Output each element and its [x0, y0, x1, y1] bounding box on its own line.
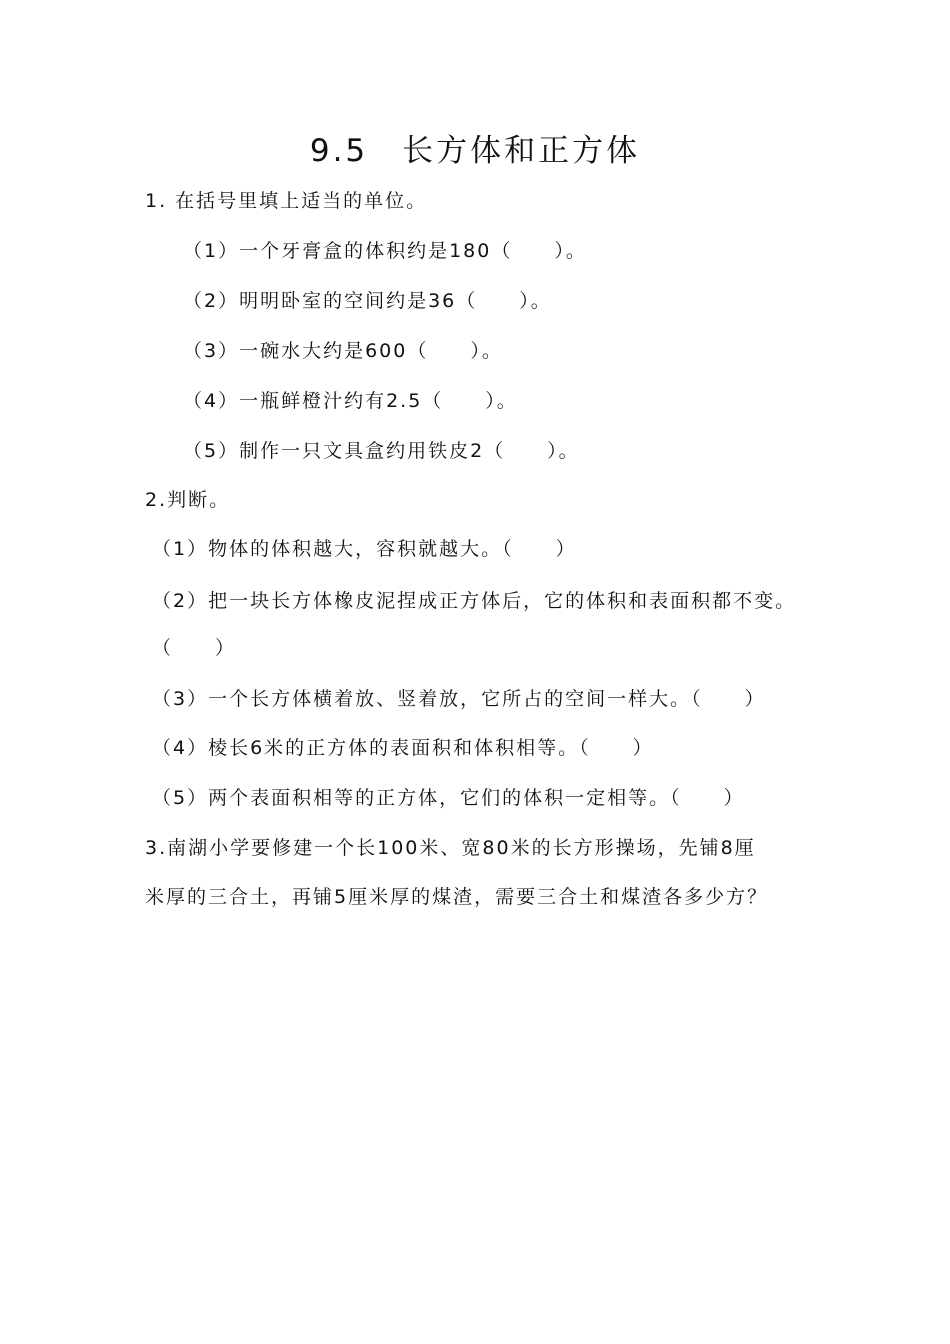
question-3-line-1: 3.南湖小学要修建一个长100米、宽80米的长方形操场，先铺8厘	[145, 837, 756, 859]
question-1-item-3: （3）一碗水大约是600（ ）。	[183, 340, 503, 362]
question-2-item-5: （5）两个表面积相等的正方体，它们的体积一定相等。（ ）	[152, 787, 745, 809]
question-1-heading: 1. 在括号里填上适当的单位。	[145, 190, 428, 212]
page-title: 9.5 长方体和正方体	[309, 133, 641, 169]
question-3-line-2: 米厚的三合土，再铺5厘米厚的煤渣，需要三合土和煤渣各多少方？	[145, 886, 769, 908]
question-2-item-1: （1）物体的体积越大，容积就越大。（ ）	[152, 538, 577, 560]
question-2-item-4: （4）棱长6米的正方体的表面积和体积相等。（ ）	[152, 737, 654, 759]
question-1-item-4: （4）一瓶鲜橙汁约有2.5（ ）。	[183, 390, 518, 412]
question-2-item-2: （2）把一块长方体橡皮泥捏成正方体后，它的体积和表面积都不变。	[152, 590, 797, 612]
question-2-heading: 2.判断。	[145, 489, 231, 511]
question-2-item-2-answer: （ ）	[152, 637, 237, 659]
question-1-item-2: （2）明明卧室的空间约是36（ ）。	[183, 290, 552, 312]
question-1-item-5: （5）制作一只文具盒约用铁皮2（ ）。	[183, 440, 580, 462]
question-1-item-1: （1）一个牙膏盒的体积约是180（ ）。	[183, 240, 587, 262]
question-2-item-3: （3）一个长方体横着放、竖着放，它所占的空间一样大。（ ）	[152, 688, 766, 710]
